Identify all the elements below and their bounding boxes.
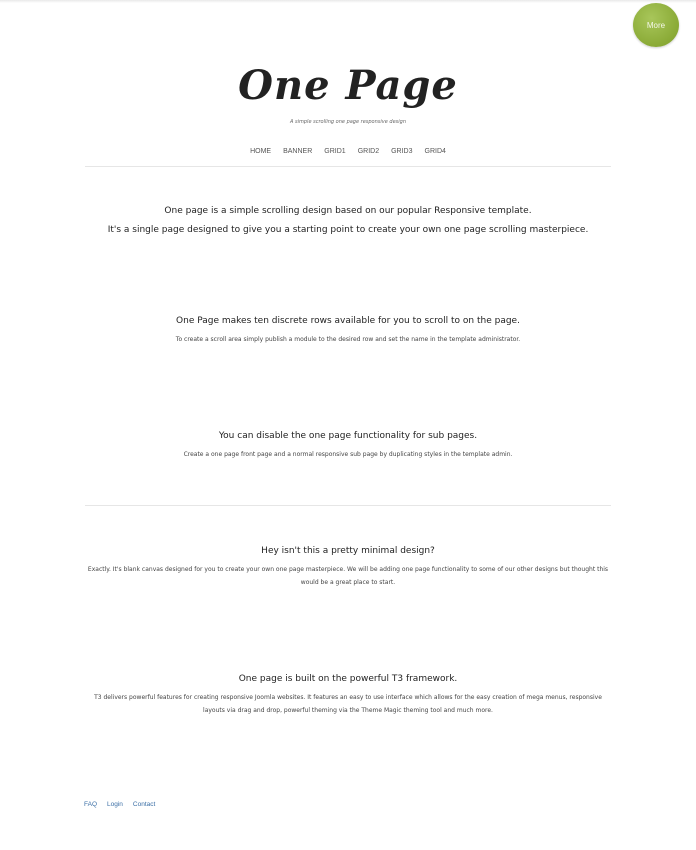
footer-link-faq[interactable]: FAQ bbox=[84, 801, 98, 808]
footer-link-contact[interactable]: Contact bbox=[132, 801, 156, 808]
section-body: Exactly. It's blank canvas designed for you to create your own one page masterpiece. We will be adding one page functionality to some of our other designs but thought this would be a great place to start. bbox=[87, 566, 609, 586]
more-button-label: More bbox=[646, 20, 666, 30]
intro-line-2: It's a single page designed to give you a starting point to create your own one page scrolling masterpiece. bbox=[107, 225, 589, 235]
section-subpages bbox=[80, 430, 616, 461]
section-heading: One page is built on the powerful T3 framework. bbox=[238, 674, 458, 684]
footer-links bbox=[84, 801, 165, 808]
nav-item-grid2[interactable]: GRID2 bbox=[357, 148, 380, 155]
section-body: T3 delivers powerful features for creating responsive Joomla websites. It features an easy to use interface which allows for the easy creation of mega menus, responsive layouts via drag and drop, powerful theming via the Theme Magic theming tool and much more. bbox=[94, 694, 602, 714]
section-heading: One Page makes ten discrete rows available for you to scroll to on the page. bbox=[176, 316, 520, 326]
site-tagline: A simple scrolling one page responsive design bbox=[290, 119, 406, 125]
site-logo[interactable]: One Page bbox=[238, 62, 458, 109]
section-heading: You can disable the one page functionality for sub pages. bbox=[218, 431, 478, 441]
section-t3 bbox=[84, 673, 612, 717]
more-button[interactable] bbox=[633, 3, 679, 47]
nav-item-grid3[interactable]: GRID3 bbox=[391, 148, 413, 155]
nav-item-grid4[interactable]: GRID4 bbox=[424, 148, 446, 155]
main-nav bbox=[0, 148, 696, 155]
section-heading: Hey isn't this a pretty minimal design? bbox=[261, 546, 435, 556]
footer-link-login[interactable]: Login bbox=[107, 801, 123, 808]
nav-item-banner[interactable]: BANNER bbox=[283, 148, 313, 155]
top-shadow-line bbox=[0, 0, 696, 3]
intro-section bbox=[80, 202, 616, 240]
section-body: Create a one page front page and a normal responsive sub page by duplicating styles in the template admin. bbox=[183, 451, 513, 458]
section-minimal bbox=[84, 545, 612, 589]
section-rows bbox=[80, 315, 616, 346]
intro-line-1: One page is a simple scrolling design based on our popular Responsive template. bbox=[164, 206, 532, 216]
nav-item-grid1[interactable]: GRID1 bbox=[324, 148, 346, 155]
section-body: To create a scroll area simply publish a module to the desired row and set the name in the template administrator. bbox=[175, 336, 521, 343]
nav-divider bbox=[85, 166, 611, 167]
nav-item-home[interactable]: HOME bbox=[250, 148, 272, 155]
section-divider bbox=[85, 505, 611, 506]
